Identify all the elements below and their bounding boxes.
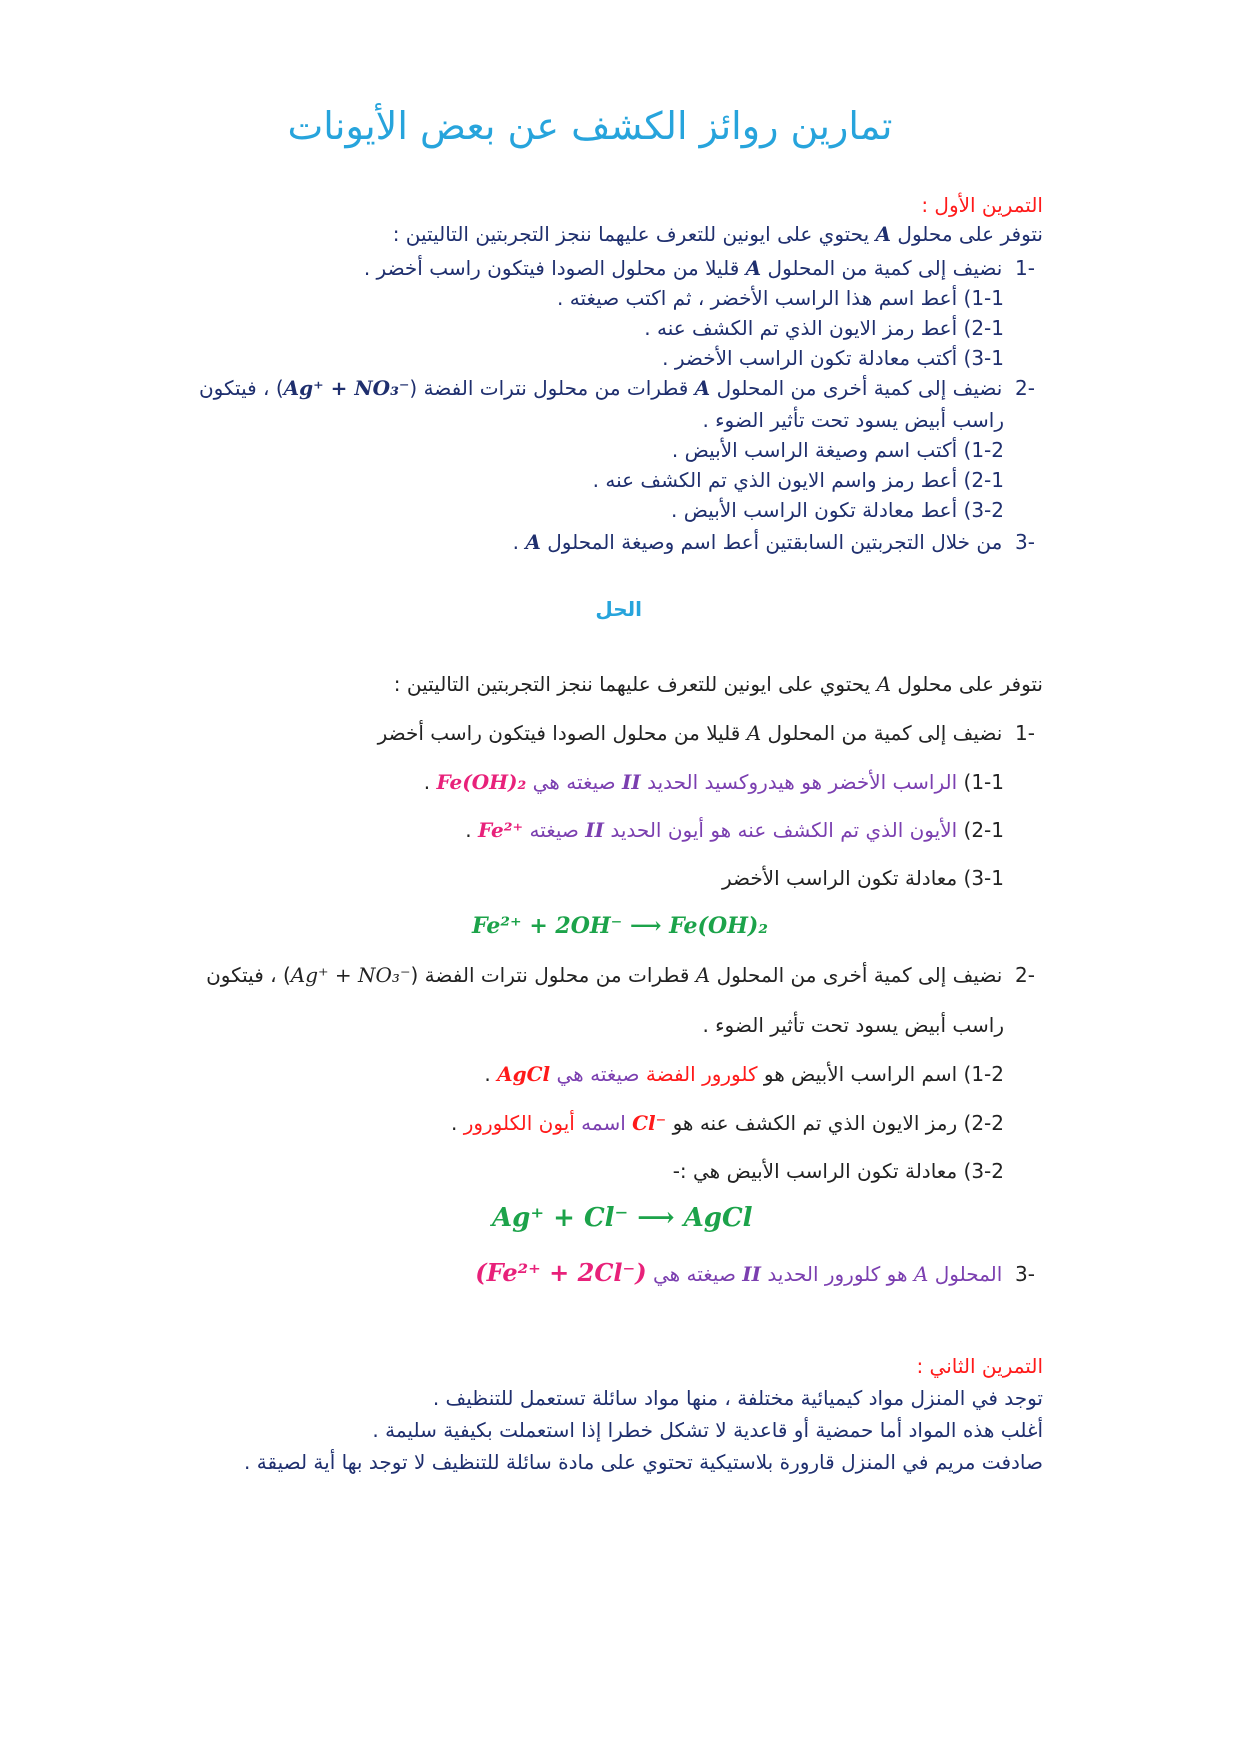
ex1-q1-a: نضيف إلى كمية من المحلول — [767, 256, 1003, 280]
sol-21-a: الأيون الذي تم الكشف عنه هو أيون الحديد — [610, 818, 958, 842]
sol-3 — [475, 1258, 1035, 1287]
exercise-2-heading — [916, 1354, 1043, 1378]
sentence-end: . — [484, 1062, 491, 1086]
ex1-q11-text: 1-1) أعط اسم هذا الراسب الأخضر ، ثم اكتب صيغته . — [557, 286, 1004, 310]
iron-chloride-formula: (Fe²⁺ + 2Cl⁻) — [475, 1258, 647, 1287]
chloride-ion-formula: Cl⁻ — [632, 1111, 667, 1135]
solution-symbol-A: A — [525, 530, 541, 554]
sol-22-c: أيون الكلورور — [463, 1111, 575, 1135]
sol-31 — [722, 866, 1004, 890]
sol-12-b: كلورور الفضة — [645, 1062, 758, 1086]
sol-12 — [484, 1062, 1004, 1086]
sol-2-d: راسب أبيض يسود تحت تأثير الضوء . — [702, 1013, 1004, 1037]
ex1-q22-text: 2-1) أعط رمز واسم الايون الذي تم الكشف عنه . — [592, 468, 1004, 492]
sol-intro — [394, 672, 1043, 696]
sol-12-c: صيغته هي — [556, 1062, 640, 1086]
equation-1-text: Fe²⁺ + 2OH⁻ ⟶ Fe(OH)₂ — [472, 913, 768, 939]
sol-21-b: صيغته — [529, 818, 579, 842]
ex1-q3 — [513, 530, 1035, 554]
ex1-q2-a: نضيف إلى كمية أخرى من المحلول — [716, 376, 1003, 400]
question-number: -3 — [1015, 530, 1035, 554]
sol-21 — [465, 818, 1004, 842]
ex1-q2-b: قطرات من محلول نترات الفضة ( — [409, 376, 689, 400]
solution-symbol-A: A — [746, 721, 762, 745]
sol-3-b: هو كلورور الحديد — [767, 1262, 908, 1286]
sol-32-text: 3-2) معادلة تكون الراسب الأبيض هي :- — [672, 1159, 1004, 1183]
ex1-intro-b: يحتوي على ايونين للتعرف عليهما ننجز التجربتين التاليتين : — [392, 222, 870, 246]
ex1-q31 — [662, 346, 1004, 370]
exercise-1-heading — [921, 193, 1043, 217]
ex1-q22 — [593, 468, 1004, 492]
sol-11-a: الراسب الأخضر هو هيدروكسيد الحديد — [647, 770, 958, 794]
sol-11-b: صيغته هي — [532, 770, 616, 794]
title-text: تمارين روائز الكشف عن بعض الأيونات — [287, 104, 893, 148]
sol-3-a: المحلول — [934, 1262, 1003, 1286]
ex1-q32 — [671, 498, 1004, 522]
solution-symbol-A: A — [745, 256, 762, 280]
ex1-q3-a: من خلال التجربتين السابقتين أعط اسم وصيغة المحلول — [547, 530, 1003, 554]
solution-heading — [595, 597, 642, 621]
ex2-line-3-text: صادفت مريم في المنزل قارورة بلاستيكية تحتوي على مادة سائلة للتنظيف لا توجد بها أية لصيقة . — [244, 1450, 1043, 1474]
sol-22-a: 2-2) رمز الايون الذي تم الكشف عنه هو — [672, 1111, 1004, 1135]
solution-heading-text: الحل — [595, 597, 642, 621]
ex1-q2-c: ) ، فيتكون — [198, 376, 284, 400]
silver-nitrate-formula: Ag⁺ + NO₃⁻ — [290, 963, 411, 987]
ex1-intro — [393, 222, 1043, 246]
roman-two: II — [622, 770, 641, 794]
ex1-q21-text: 2-1) أعط رمز الايون الذي تم الكشف عنه . — [644, 316, 1004, 340]
sol-22-b: اسمه — [581, 1111, 626, 1135]
solution-symbol-A: A — [913, 1262, 929, 1286]
ex1-q1-b: قليلا من محلول الصودا فيتكون راسب أخضر . — [363, 256, 740, 280]
question-number: -3 — [1015, 1262, 1035, 1286]
ex1-q1 — [364, 256, 1035, 280]
page-title — [0, 104, 1240, 148]
sol-2-cont — [702, 1013, 1004, 1037]
sol-32 — [673, 1159, 1004, 1183]
ex1-q2 — [199, 376, 1035, 400]
solution-symbol-A: A — [695, 963, 711, 987]
ex1-q2-d: راسب أبيض يسود تحت تأثير الضوء . — [702, 408, 1004, 432]
roman-two: II — [585, 818, 604, 842]
iron-ion-formula: Fe²⁺ — [477, 818, 524, 842]
sol-1-a: نضيف إلى كمية من المحلول — [767, 721, 1003, 745]
ex1-q31-text: 3-1) أكتب معادلة تكون الراسب الأخضر . — [662, 346, 1004, 370]
solution-symbol-A: A — [875, 222, 892, 246]
sol-2 — [206, 963, 1035, 987]
answer-number: 1-1) — [963, 770, 1004, 794]
silver-chloride-formula: AgCl — [497, 1062, 551, 1086]
ex1-q12-text: 1-2) أكتب اسم وصيغة الراسب الأبيض . — [671, 438, 1004, 462]
ex1-q2-cont — [702, 408, 1004, 432]
ex1-q21 — [644, 316, 1004, 340]
equation-1 — [472, 913, 768, 939]
solution-symbol-A: A — [876, 672, 892, 696]
silver-nitrate-formula: Ag⁺ + NO₃⁻ — [283, 376, 410, 400]
ex2-line-1 — [433, 1386, 1043, 1410]
sol-3-c: صيغته هي — [652, 1262, 736, 1286]
exercise-2-heading-text: التمرين الثاني : — [916, 1354, 1043, 1378]
question-number: -2 — [1015, 963, 1035, 987]
equation-2 — [492, 1203, 753, 1233]
ex1-q11 — [557, 286, 1004, 310]
ex1-intro-a: نتوفر على محلول — [897, 222, 1043, 246]
sol-intro-b: يحتوي على ايونين للتعرف عليهما ننجز التجربتين التاليتين : — [393, 672, 871, 696]
answer-number: 2-1) — [963, 818, 1004, 842]
sentence-end: . — [450, 1111, 458, 1135]
ex2-line-3 — [244, 1450, 1043, 1474]
sentence-end: . — [423, 770, 431, 794]
sol-22 — [451, 1111, 1004, 1135]
ex1-q3-b: . — [512, 530, 519, 554]
question-number: -1 — [1015, 721, 1035, 745]
sol-11 — [424, 770, 1004, 794]
sol-2-c: ) ، فيتكون — [206, 963, 291, 987]
iron-hydroxide-formula: Fe(OH)₂ — [436, 770, 527, 794]
ex1-q12 — [672, 438, 1004, 462]
roman-two: II — [742, 1262, 762, 1286]
sol-2-a: نضيف إلى كمية أخرى من المحلول — [716, 963, 1003, 987]
ex2-line-1-text: توجد في المنزل مواد كيميائية مختلفة ، منها مواد سائلة تستعمل للتنظيف . — [432, 1386, 1043, 1410]
question-number: -1 — [1015, 256, 1035, 280]
sol-1 — [378, 721, 1035, 745]
ex2-line-2 — [372, 1418, 1043, 1442]
solution-symbol-A: A — [694, 376, 711, 400]
sol-intro-a: نتوفر على محلول — [897, 672, 1043, 696]
sol-1-b: قليلا من محلول الصودا فيتكون راسب أخضر — [377, 721, 741, 745]
sentence-end: . — [465, 818, 472, 842]
sol-31-text: 3-1) معادلة تكون الراسب الأخضر — [721, 866, 1004, 890]
ex2-line-2-text: أغلب هذه المواد أما حمضية أو قاعدية لا تشكل خطرا إذا استعملت بكيفية سليمة . — [372, 1418, 1043, 1442]
question-number: -2 — [1015, 376, 1035, 400]
sol-12-a: 1-2) اسم الراسب الأبيض هو — [763, 1062, 1004, 1086]
equation-2-text: Ag⁺ + Cl⁻ ⟶ AgCl — [492, 1203, 753, 1233]
exercise-1-heading-text: التمرين الأول : — [921, 193, 1043, 217]
ex1-q32-text: 3-2) أعط معادلة تكون الراسب الأبيض . — [671, 498, 1004, 522]
sol-2-b: قطرات من محلول نترات الفضة ( — [410, 963, 690, 987]
